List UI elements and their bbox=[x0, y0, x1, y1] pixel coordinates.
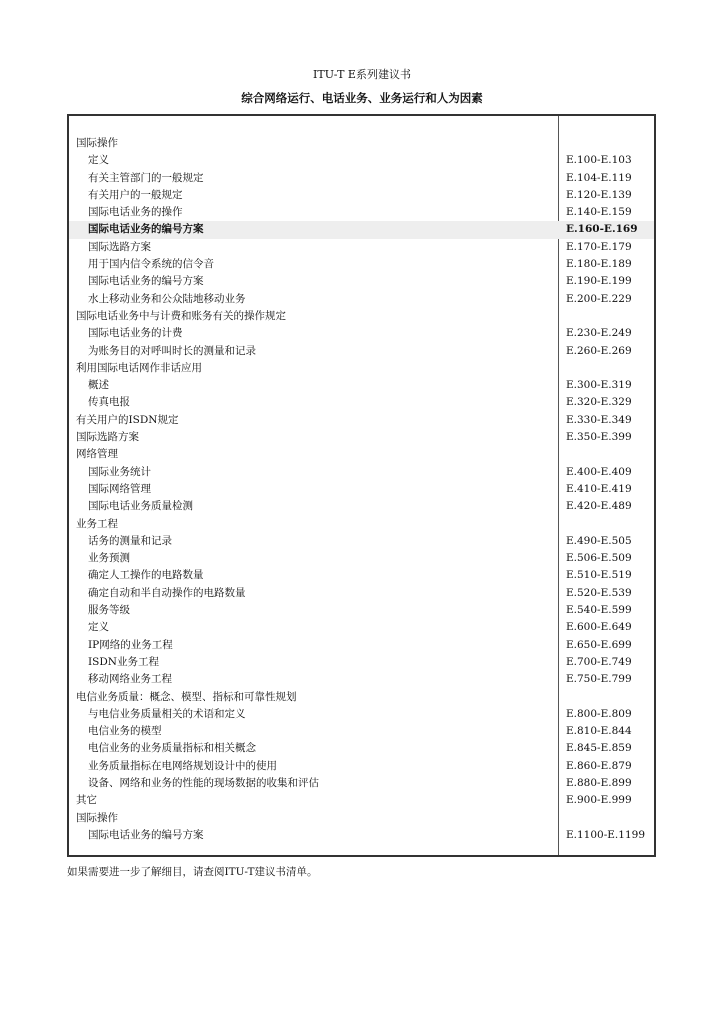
row-label: 有关用户的一般规定 bbox=[88, 188, 183, 201]
table-row bbox=[69, 740, 654, 757]
table-row bbox=[69, 291, 654, 308]
table-row bbox=[69, 654, 654, 671]
row-range: E.120-E.139 bbox=[566, 188, 632, 201]
table-row bbox=[69, 170, 654, 187]
row-range: E.900-E.999 bbox=[566, 794, 632, 807]
row-range: E.100-E.103 bbox=[566, 154, 632, 167]
row-range: E.410-E.419 bbox=[566, 482, 632, 495]
row-label: 水上移动业务和公众陆地移动业务 bbox=[88, 292, 246, 305]
row-range: E.845-E.859 bbox=[566, 742, 632, 755]
row-label: 为账务目的对呼叫时长的测量和记录 bbox=[88, 344, 256, 357]
row-range: E.260-E.269 bbox=[566, 344, 632, 357]
table-row bbox=[69, 464, 654, 481]
row-range: E.180-E.189 bbox=[566, 258, 632, 271]
row-label: 传真电报 bbox=[88, 396, 130, 409]
recommendation-series-table bbox=[67, 114, 656, 857]
row-label: 国际业务统计 bbox=[88, 465, 151, 478]
row-label: 国际电话业务的编号方案 bbox=[88, 223, 204, 236]
row-range: E.200-E.229 bbox=[566, 292, 632, 305]
section-row bbox=[69, 516, 654, 533]
table-row bbox=[69, 758, 654, 775]
row-label: 服务等级 bbox=[88, 604, 130, 617]
row-label: 定义 bbox=[88, 154, 109, 167]
row-range: E.350-E.399 bbox=[566, 431, 632, 444]
row-label: 国际操作 bbox=[76, 811, 118, 824]
row-label: 业务质量指标在电网络规划设计中的使用 bbox=[88, 759, 277, 772]
row-label: 用于国内信令系统的信令音 bbox=[88, 258, 214, 271]
table-row bbox=[69, 619, 654, 636]
table-row bbox=[69, 377, 654, 394]
row-label: 确定人工操作的电路数量 bbox=[88, 569, 204, 582]
row-range: E.160-E.169 bbox=[566, 223, 638, 236]
table-row bbox=[69, 550, 654, 567]
row-label: 国际电话业务中与计费和账务有关的操作规定 bbox=[76, 309, 286, 322]
row-label: 业务工程 bbox=[76, 517, 118, 530]
table-row bbox=[69, 637, 654, 654]
section-row bbox=[69, 412, 654, 429]
row-range: E.490-E.505 bbox=[566, 534, 632, 547]
row-range: E.420-E.489 bbox=[566, 500, 632, 513]
section-row bbox=[69, 792, 654, 809]
row-label: 国际选路方案 bbox=[76, 431, 139, 444]
page-subtitle: 综合网络运行、电话业务、业务运行和人为因素 bbox=[241, 91, 483, 105]
row-range: E.170-E.179 bbox=[566, 240, 632, 253]
row-label: 国际操作 bbox=[76, 137, 118, 149]
row-label: 定义 bbox=[88, 621, 109, 634]
row-label: 有关用户的ISDN规定 bbox=[76, 413, 179, 426]
row-label: 国际电话业务的操作 bbox=[88, 206, 183, 219]
row-label: 电信业务质量：概念、模型、指标和可靠性规划 bbox=[76, 690, 297, 703]
section-row bbox=[69, 446, 654, 463]
row-range: E.520-E.539 bbox=[566, 586, 632, 599]
table-row bbox=[69, 325, 654, 342]
row-label: 确定自动和半自动操作的电路数量 bbox=[88, 586, 246, 599]
table-row bbox=[69, 671, 654, 688]
row-range: E.140-E.159 bbox=[566, 206, 632, 219]
table-row bbox=[69, 775, 654, 792]
row-label: 业务预测 bbox=[88, 552, 130, 565]
table-row bbox=[69, 533, 654, 550]
table-row bbox=[69, 602, 654, 619]
row-range: E.320-E.329 bbox=[566, 396, 632, 409]
row-label: 有关主管部门的一般规定 bbox=[88, 171, 204, 184]
row-range: E.540-E.599 bbox=[566, 604, 632, 617]
row-label: 与电信业务质量相关的术语和定义 bbox=[88, 707, 246, 720]
row-range: E.510-E.519 bbox=[566, 569, 632, 582]
row-range: E.650-E.699 bbox=[566, 638, 632, 651]
table-row bbox=[69, 343, 654, 360]
table-row bbox=[69, 585, 654, 602]
section-row bbox=[69, 360, 654, 377]
row-range: E.750-E.799 bbox=[566, 673, 632, 686]
row-range: E.880-E.899 bbox=[566, 776, 632, 789]
row-range: E.800-E.809 bbox=[566, 707, 632, 720]
table-row bbox=[69, 273, 654, 290]
table-row bbox=[69, 481, 654, 498]
row-range: E.860-E.879 bbox=[566, 759, 632, 772]
table-row bbox=[69, 498, 654, 515]
row-label: IP网络的业务工程 bbox=[88, 638, 173, 651]
row-range: E.104-E.119 bbox=[566, 171, 632, 184]
section-row bbox=[69, 689, 654, 706]
table-row bbox=[69, 239, 654, 256]
row-label: 移动网络业务工程 bbox=[88, 673, 172, 686]
section-row bbox=[69, 429, 654, 446]
table-row bbox=[69, 256, 654, 273]
row-label: 国际电话业务的编号方案 bbox=[88, 275, 204, 288]
row-range: E.190-E.199 bbox=[566, 275, 632, 288]
footnote: 如果需要进一步了解细目，请查阅ITU-T建议书清单。 bbox=[67, 866, 318, 878]
row-label: ISDN业务工程 bbox=[88, 655, 159, 668]
row-label: 国际电话业务的编号方案 bbox=[88, 828, 204, 841]
row-range: E.600-E.649 bbox=[566, 621, 632, 634]
row-range: E.400-E.409 bbox=[566, 465, 632, 478]
table-row bbox=[69, 187, 654, 204]
row-range: E.506-E.509 bbox=[566, 552, 632, 565]
row-label: 电信业务的模型 bbox=[88, 725, 162, 738]
table-row bbox=[69, 204, 654, 221]
row-label: 网络管理 bbox=[76, 448, 118, 461]
row-range: E.1100-E.1199 bbox=[566, 828, 645, 841]
table-row bbox=[69, 723, 654, 740]
row-label: 电信业务的业务质量指标和相关概念 bbox=[88, 742, 256, 755]
table-row bbox=[69, 706, 654, 723]
row-range: E.300-E.319 bbox=[566, 379, 632, 392]
row-range: E.810-E.844 bbox=[566, 725, 632, 738]
row-label: 国际电话业务的计费 bbox=[88, 327, 183, 340]
table-row bbox=[69, 827, 654, 844]
table-row bbox=[69, 152, 654, 169]
row-label: 概述 bbox=[88, 379, 109, 392]
section-row bbox=[69, 810, 654, 827]
table-rows bbox=[69, 135, 654, 844]
row-label: 国际选路方案 bbox=[88, 240, 151, 253]
section-row bbox=[69, 308, 654, 325]
row-range: E.330-E.349 bbox=[566, 413, 632, 426]
row-range: E.230-E.249 bbox=[566, 327, 632, 340]
table-row bbox=[69, 567, 654, 584]
page-title: ITU-T E系列建议书 bbox=[313, 68, 411, 81]
row-label: 话务的测量和记录 bbox=[88, 534, 172, 547]
row-range: E.700-E.749 bbox=[566, 655, 632, 668]
table-row bbox=[69, 394, 654, 411]
row-label: 国际网络管理 bbox=[88, 482, 151, 495]
row-label: 设备、网络和业务的性能的现场数据的收集和评估 bbox=[88, 776, 319, 789]
row-label: 利用国际电话网作非话应用 bbox=[76, 361, 202, 374]
section-row bbox=[69, 135, 654, 152]
row-label: 其它 bbox=[76, 794, 97, 807]
row-label: 国际电话业务质量检测 bbox=[88, 500, 193, 513]
table-row bbox=[69, 221, 654, 238]
